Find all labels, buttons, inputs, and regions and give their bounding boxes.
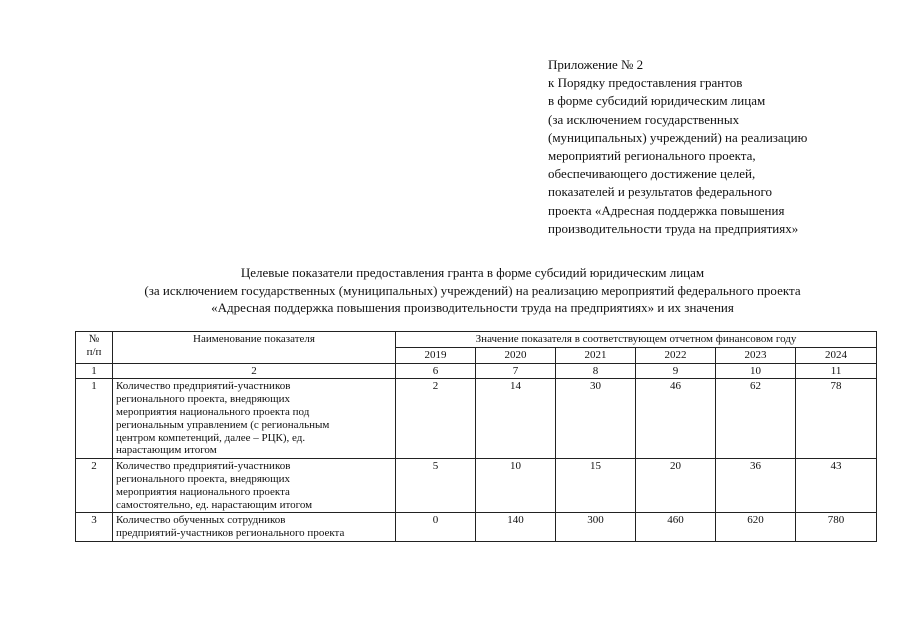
row-number: 2 <box>76 459 113 513</box>
indicator-value: 780 <box>796 513 877 542</box>
header-num: № п/п <box>76 332 113 364</box>
indicator-value: 43 <box>796 459 877 513</box>
indicator-name: Количество обученных сотрудников предприятий-участников регионального проекта <box>113 513 396 542</box>
table-row <box>76 379 877 459</box>
header-year: 2023 <box>716 347 796 363</box>
indicator-value: 62 <box>716 379 796 459</box>
header-year: 2024 <box>796 347 877 363</box>
indicator-value: 300 <box>556 513 636 542</box>
column-number-row <box>76 363 877 379</box>
table-row <box>76 513 877 542</box>
header-year: 2021 <box>556 347 636 363</box>
indicator-value: 30 <box>556 379 636 459</box>
indicator-value: 15 <box>556 459 636 513</box>
header-year-group: Значение показателя в соответствующем отчетном финансовом году <box>396 332 877 348</box>
indicator-name: Количество предприятий-участников регионального проекта, внедряющих мероприятия национального проекта под региональным управлением (с региональным центром компетенций, далее – РЦК), ед. нарастающим итогом <box>113 379 396 459</box>
column-number: 7 <box>476 363 556 379</box>
column-number: 1 <box>76 363 113 379</box>
appendix-note: Приложение № 2 к Порядку предоставления грантов в форме субсидий юридическим лицам (за исключением государственных (муниципальных) учреждений) на реализацию мероприятий регионального проекта, обеспечивающего достижение целей, показателей и результатов федерального проекта «Адресная поддержка повышения производительности труда на предприятиях» <box>548 57 808 236</box>
column-number: 8 <box>556 363 636 379</box>
indicator-value: 14 <box>476 379 556 459</box>
indicators-table <box>75 331 877 542</box>
indicator-value: 0 <box>396 513 476 542</box>
indicator-value: 78 <box>796 379 877 459</box>
table-row <box>76 459 877 513</box>
header-year: 2020 <box>476 347 556 363</box>
indicator-value: 460 <box>636 513 716 542</box>
document-title: Целевые показатели предоставления гранта в форме субсидий юридическим лицам (за исключением государственных (муниципальных) учреждений) на реализацию мероприятий федерального проекта «Адресная поддержка повышения производительности труда на предприятиях» и их значения <box>144 265 801 315</box>
column-number: 10 <box>716 363 796 379</box>
indicator-value: 20 <box>636 459 716 513</box>
indicator-value: 620 <box>716 513 796 542</box>
indicator-value: 5 <box>396 459 476 513</box>
row-number: 1 <box>76 379 113 459</box>
indicator-value: 36 <box>716 459 796 513</box>
column-number: 11 <box>796 363 877 379</box>
row-number: 3 <box>76 513 113 542</box>
indicator-value: 2 <box>396 379 476 459</box>
header-year: 2019 <box>396 347 476 363</box>
indicator-name: Количество предприятий-участников регионального проекта, внедряющих мероприятия национального проекта самостоятельно, ед. нарастающим итогом <box>113 459 396 513</box>
column-number: 6 <box>396 363 476 379</box>
indicator-value: 140 <box>476 513 556 542</box>
indicator-value: 10 <box>476 459 556 513</box>
indicator-value: 46 <box>636 379 716 459</box>
column-number: 2 <box>113 363 396 379</box>
header-name: Наименование показателя <box>113 332 396 364</box>
header-year: 2022 <box>636 347 716 363</box>
header-row-top <box>76 332 877 348</box>
column-number: 9 <box>636 363 716 379</box>
